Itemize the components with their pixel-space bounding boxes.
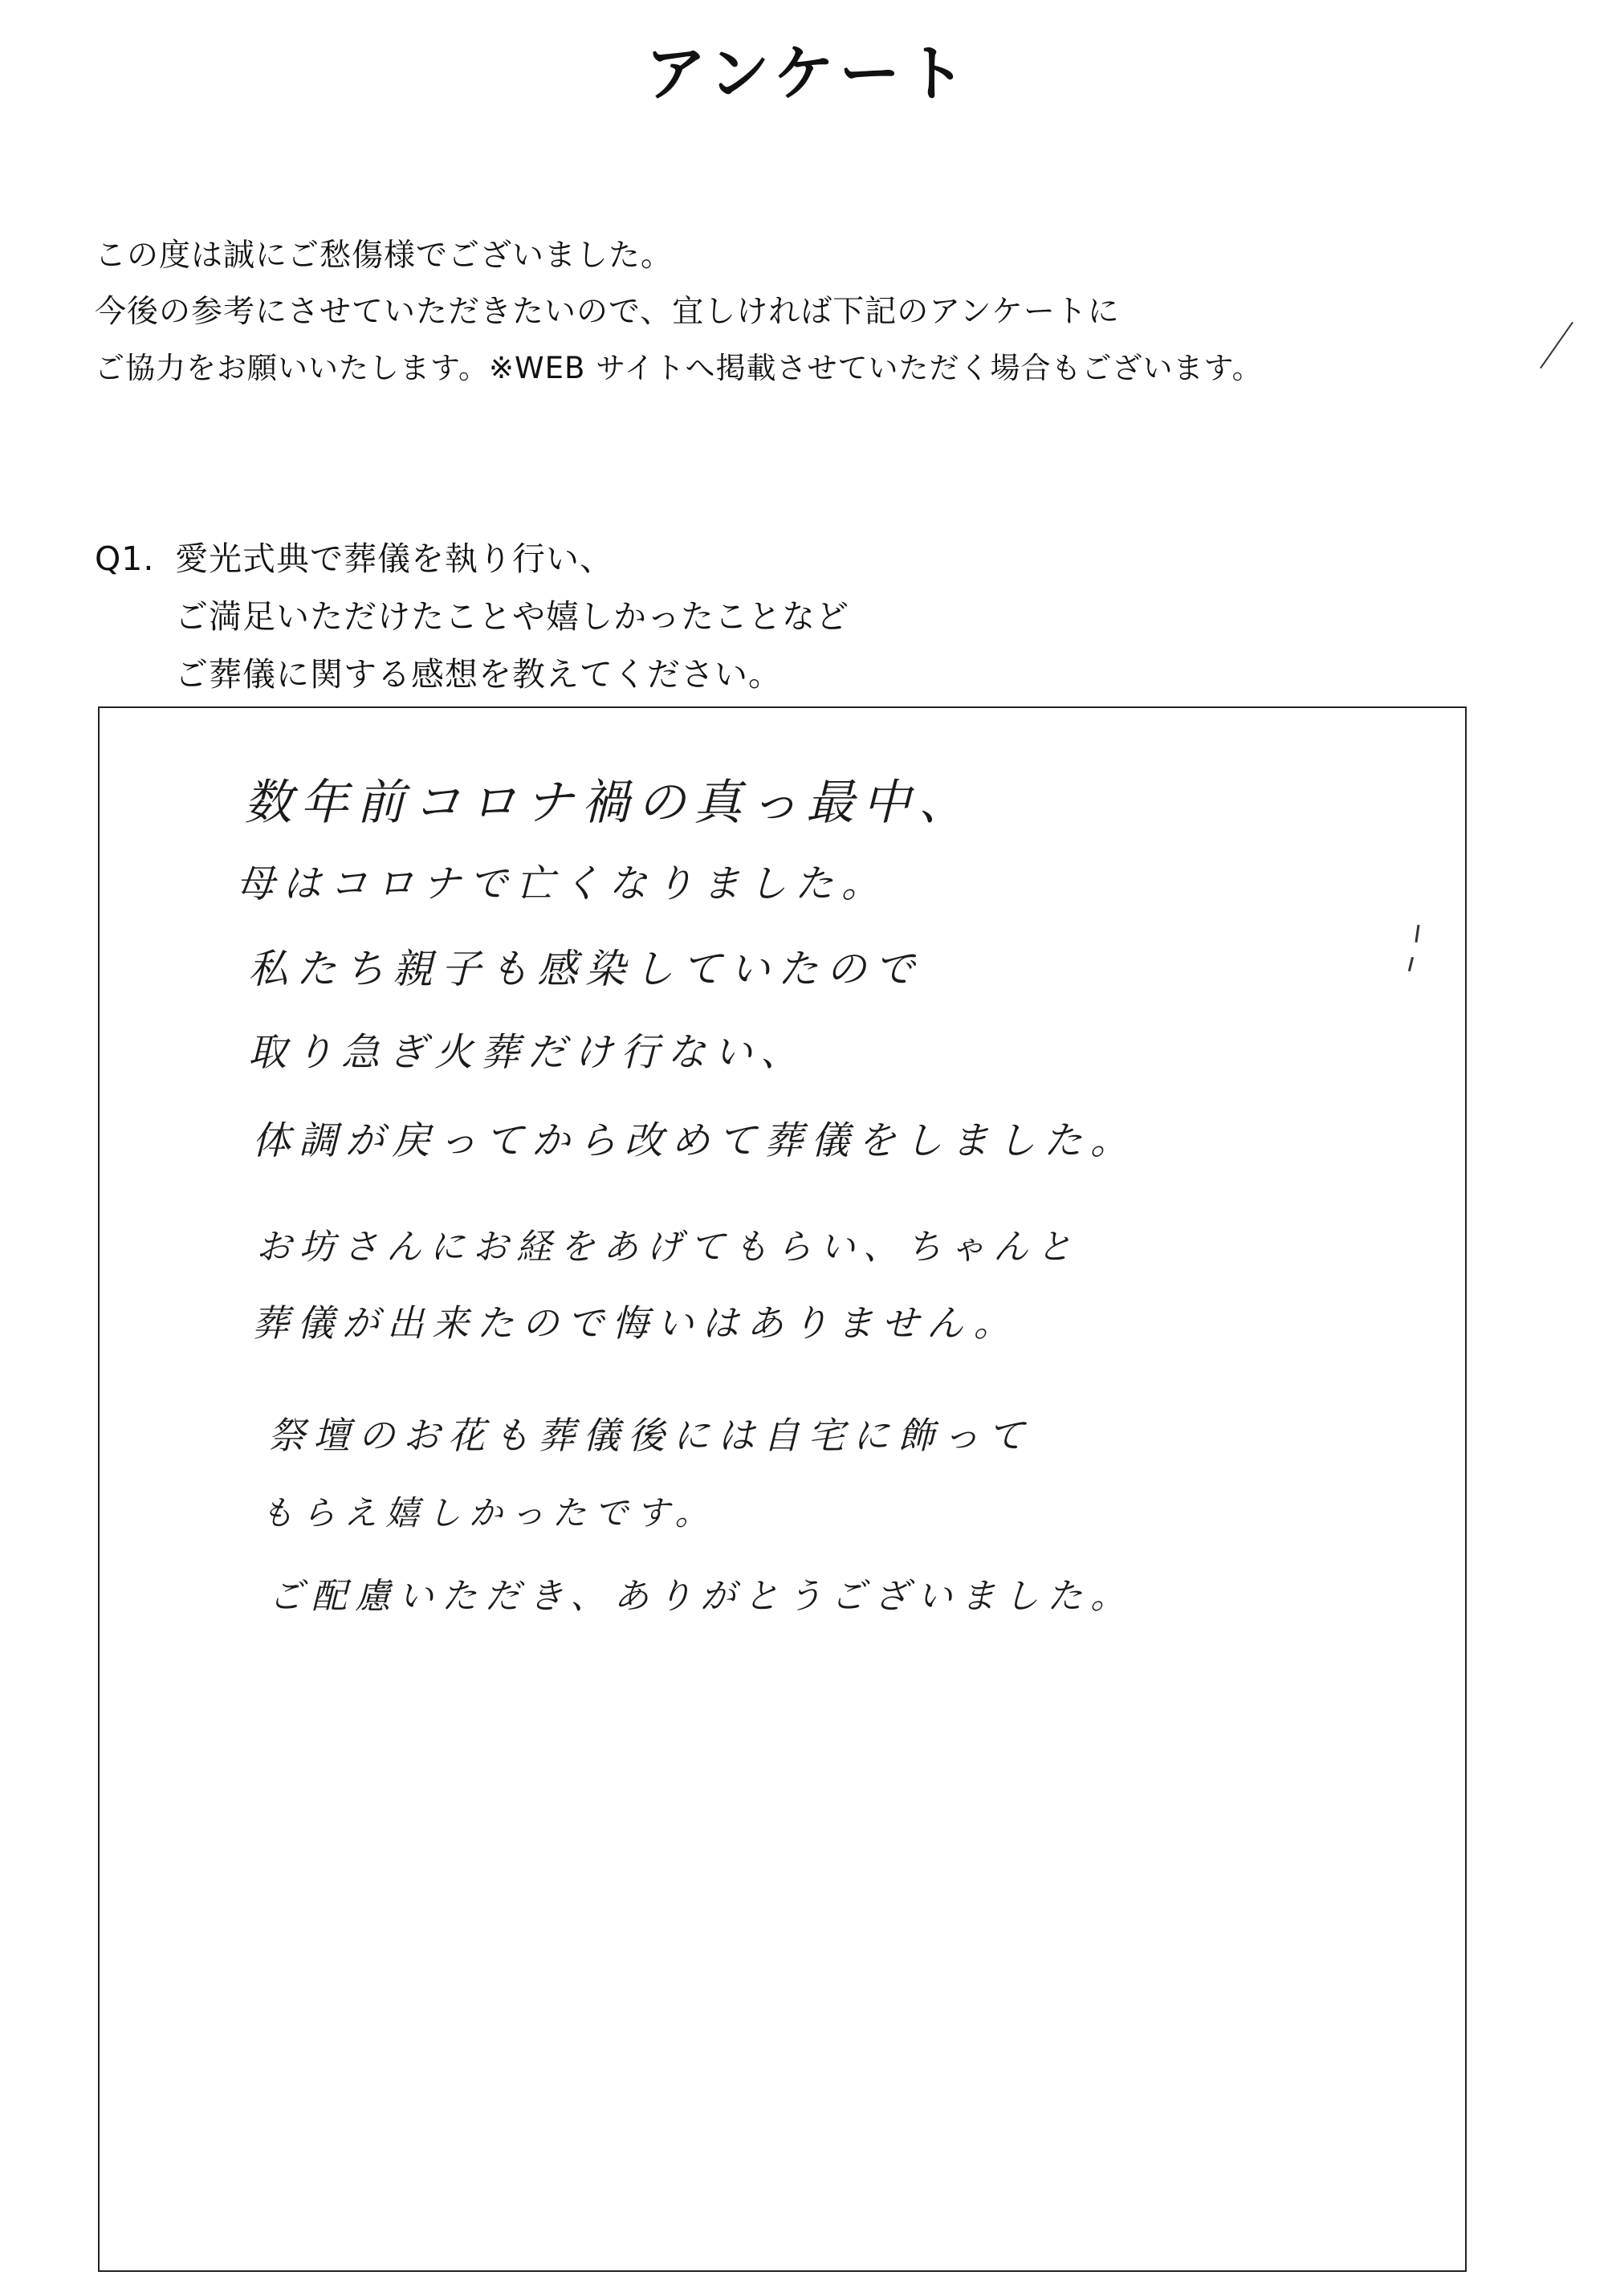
handwritten-line: 取り急ぎ火葬だけ行ない、 [248,1030,808,1075]
handwritten-line: 葬儀が出来たので悔いはありません。 [252,1301,1019,1345]
intro-line-3: ご協力をお願いいたします。※WEB サイトへ掲載させていただく場合もございます。 [95,351,1263,385]
stray-pen-mark [1408,957,1414,971]
handwritten-line: もらえ嬉しかったです。 [260,1493,717,1533]
question-line-2: ご満足いただけたことや嬉しかったことなど [175,597,849,636]
handwritten-line: ご配慮いただき、ありがとうございました。 [268,1576,1134,1617]
intro-line-1: この度は誠にご愁傷様でございました。 [95,238,674,274]
handwritten-line: 母はコロナで亡くなりました。 [236,861,889,906]
handwritten-line: 体調が戻ってから改めて葬儀をしました。 [252,1118,1138,1163]
stray-pen-mark [1415,925,1419,942]
handwritten-line: 祭壇のお花も葬儀後には自宅に飾って [268,1414,1032,1457]
question-number: Q1. [95,539,155,578]
intro-text [95,228,1508,397]
question-text-1: 愛光式典で葬儀を執り行い、 [175,539,613,578]
handwritten-line: お坊さんにお経をあげてもらい、ちゃんと [256,1227,1080,1268]
handwritten-line: 数年前コロナ禍の真っ最中、 [244,775,975,831]
stray-pen-mark [1540,322,1573,368]
answer-box [98,706,1467,2272]
handwritten-line: 私たち親子も感染していたので [248,946,922,992]
question-q1 [95,530,1299,703]
page-title: アンケート [645,38,971,109]
intro-line-2: 今後の参考にさせていただきたいので、宜しければ下記のアンケートに [95,294,1120,330]
question-line-1 [95,530,1299,588]
question-line-3: ご葬儀に関する感想を教えてください。 [175,655,782,694]
